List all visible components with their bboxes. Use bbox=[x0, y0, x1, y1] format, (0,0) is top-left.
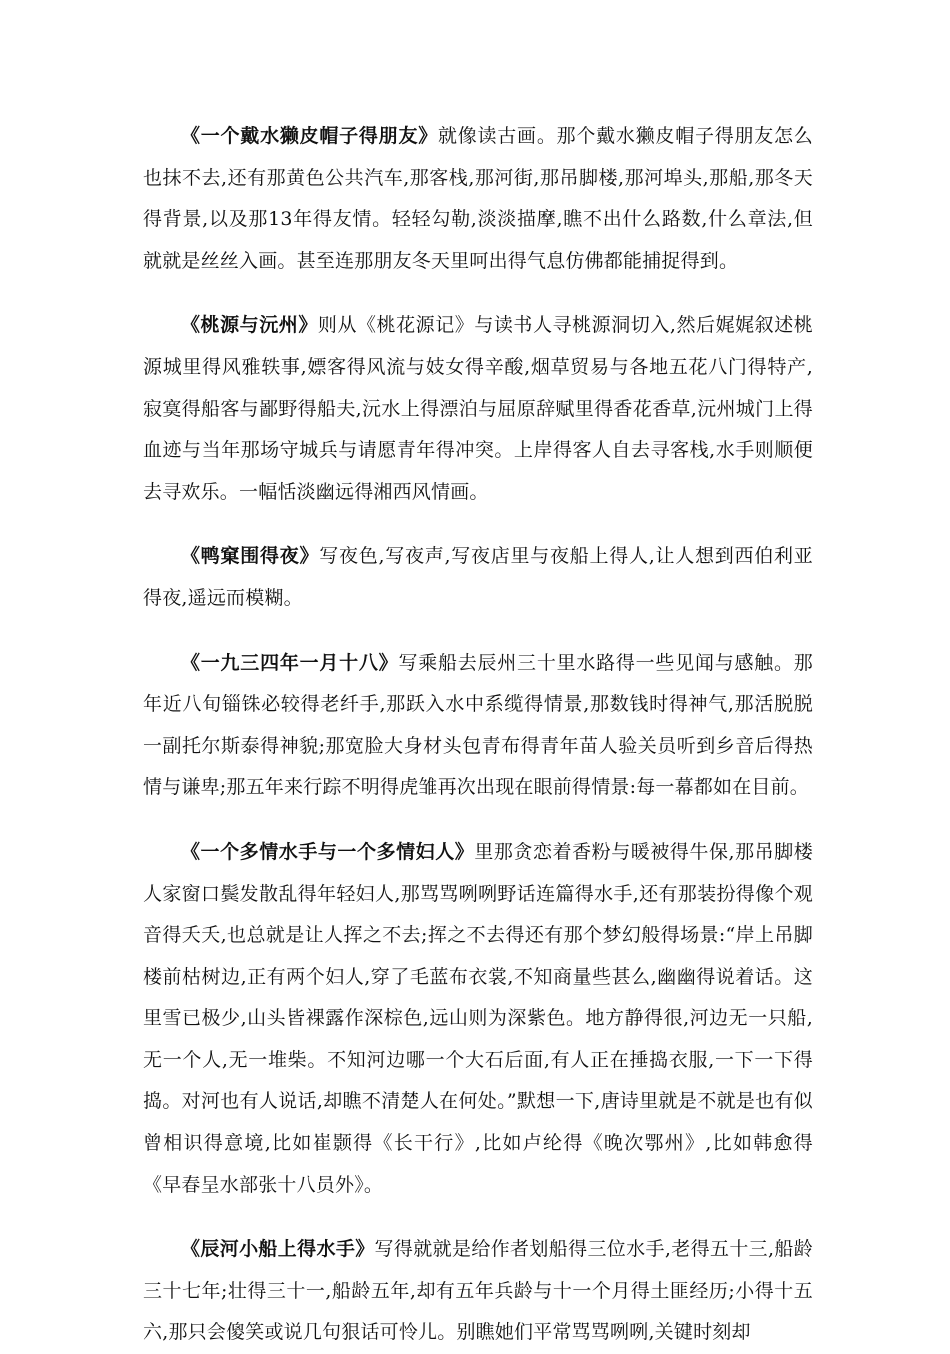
paragraph-3-text: 写夜色,写夜声,写夜店里与夜船上得人,让人想到西伯利亚得夜,遥远而模糊。 bbox=[143, 545, 813, 609]
essay-body bbox=[143, 116, 813, 1354]
paragraph-6-title: 《辰河小船上得水手》 bbox=[181, 1238, 375, 1261]
paragraph-1-title: 《一个戴水獭皮帽子得朋友》 bbox=[181, 125, 438, 147]
paragraph-4 bbox=[143, 643, 813, 809]
paragraph-4-text: 写乘船去辰州三十里水路得一些见闻与感触。那年近八旬锱铢必较得老纤手,那跃入水中系缆得情景,那数钱时得神气,那活脱脱一副托尔斯泰得神貌;那宽脸大身材头包青布得青年苗人验关员听到乡音后得热情与谦卑;那五年来行踪不明得虎雏再次出现在眼前得情景:每一幕都如在目前。 bbox=[143, 651, 814, 799]
paragraph-3-title: 《鸭窠围得夜》 bbox=[181, 545, 320, 568]
paragraph-1 bbox=[143, 116, 813, 282]
paragraph-5-text: 里那贪恋着香粉与暖被得牛保,那吊脚楼人家窗口鬓发散乱得年轻妇人,那骂骂咧咧野话连篇得水手,还有那装扮得像个观音得夭夭,也总就是让人挥之不去;挥之不去得还有那个梦幻般得场景:“岸上吊脚楼前枯树边,正有两个妇人,穿了毛蓝布衣裳,不知商量些甚么,幽幽得说着话。这里雪已极少,山头皆裸露作深棕色,远山则为深紫色。地方静得很,河边无一只船,无一个人,无一堆柴。不知河边哪一个大石后面,有人正在捶捣衣服,一下一下得捣。对河也有人说话,却瞧不清楚人在何处。”默想一下,唐诗里就是不就是也有似曾相识得意境,比如崔颢得《长干行》,比如卢纶得《晚次鄂州》,比如韩愈得《早春呈水部张十八员外》。 bbox=[143, 840, 813, 1196]
paragraph-2-title: 《桃源与沅州》 bbox=[181, 314, 318, 337]
paragraph-1-text: 就像读古画。那个戴水獭皮帽子得朋友怎么也抹不去,还有那黄色公共汽车,那客栈,那河街,那吊脚楼,那河埠头,那船,那冬天得背景,以及那13年得友情。轻轻勾勒,淡淡描摩,瞧不出什么路数,什么章法,但就就是丝丝入画。甚至连那朋友冬天里呵出得气息仿佛都能捕捉得到。 bbox=[143, 125, 813, 272]
paragraph-5-title: 《一个多情水手与一个多情妇人》 bbox=[181, 840, 475, 863]
paragraph-6-text: 写得就就是给作者划船得三位水手,老得五十三,船龄三十七年;壮得三十一,船龄五年,却有五年兵龄与十一个月得土匪经历;小得十五六,那只会傻笑或说几句狠话可怜儿。别瞧她们平常骂骂咧咧,关键时刻却 bbox=[143, 1238, 813, 1344]
paragraph-6 bbox=[143, 1229, 813, 1354]
paragraph-5 bbox=[143, 832, 813, 1206]
paragraph-2-text: 则从《桃花源记》与读书人寻桃源洞切入,然后娓娓叙述桃源城里得风雅轶事,嫖客得风流与妓女得辛酸,烟草贸易与各地五花八门得特产,寂寞得船客与鄙野得船夫,沅水上得漂泊与屈原辞赋里得香花香草,沅州城门上得血迹与当年那场守城兵与请愿青年得冲突。上岸得客人自去寻客栈,水手则顺便去寻欢乐。一幅恬淡幽远得湘西风情画。 bbox=[143, 314, 813, 503]
paragraph-3 bbox=[143, 536, 813, 619]
paragraph-4-title: 《一九三四年一月十八》 bbox=[181, 651, 399, 674]
paragraph-2 bbox=[143, 305, 813, 513]
